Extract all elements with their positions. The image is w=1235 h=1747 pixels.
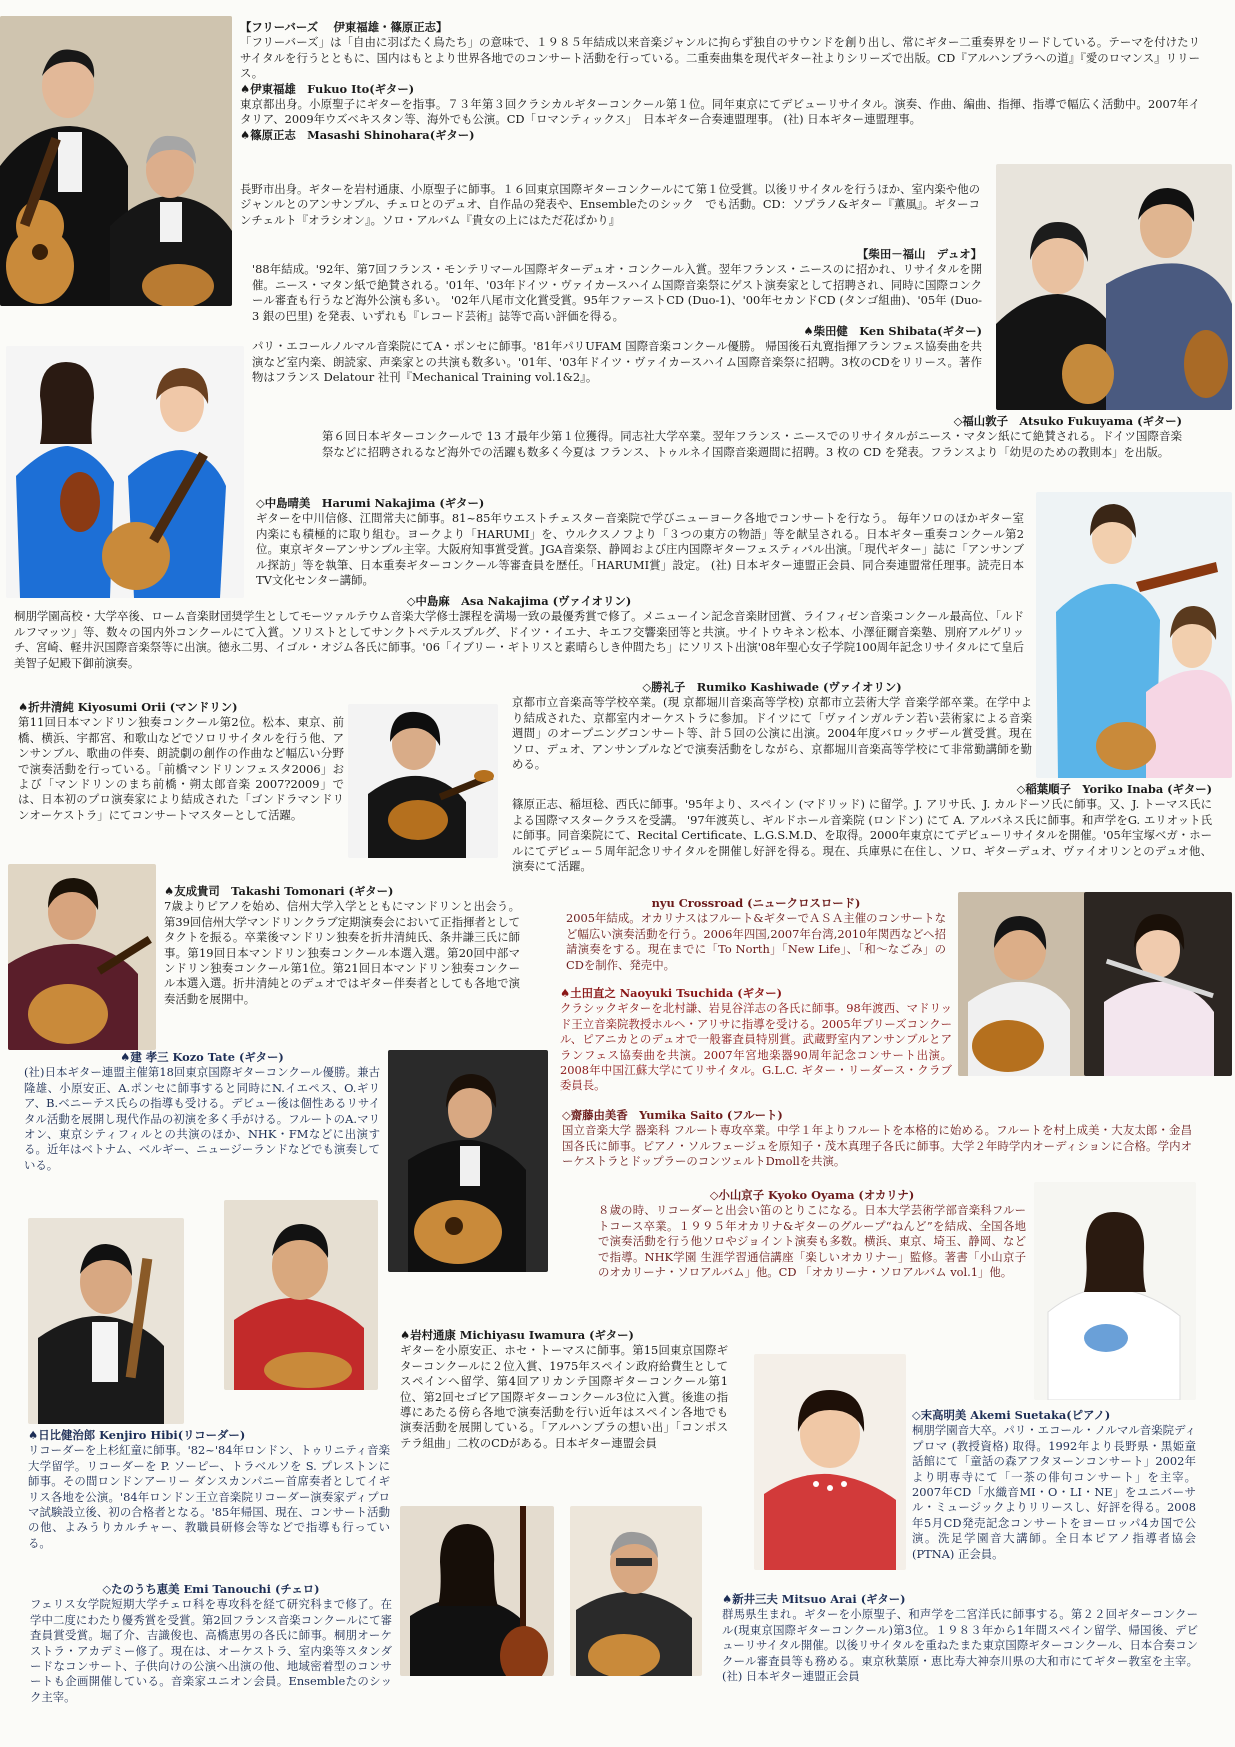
tate-photo bbox=[388, 1050, 548, 1272]
bio-tanouchi bbox=[30, 1582, 392, 1705]
bio-freebirds bbox=[240, 20, 1200, 143]
bio-text: 7歳よりピアノを始め、信州大学入学とともにマンドリンと出会う。第39回信州大学マンドリンクラブ定期演奏会において正指揮者としてタクトを振る。卒業後マンドリン独奏を折井清純氏、条井謙三氏に師事。第19回日本マンドリン独奏コンクール本選入選。第20回中部マンドリン独奏コンクール第1位。第21回日本マンドリン独奏コンクール本選入選。折井清純とのデュオではギター伴奏者としても各地で演奏活動を展開中。 bbox=[164, 899, 520, 1006]
tsuchida-photo bbox=[958, 892, 1086, 1076]
bio-shibata-fukuyama bbox=[252, 247, 982, 386]
bio-name: ◇稲葉順子 Yoriko Inaba (ギター) bbox=[1016, 782, 1212, 796]
hibi-photo bbox=[28, 1218, 184, 1424]
bio-text: 国立音楽大学 器楽科 フルート専攻卒業。中学１年よりフルートを本格的に始める。フルートを村上成美・大友太郎・金昌国各氏に師事。ピアノ・ソルフェージュを原知子・茂木真理子各氏に師事。大学２年時学内オーディションに合格。学内オーケストラとドップラーのコンツェルトDmollを共演。 bbox=[562, 1123, 1192, 1169]
saito-photo bbox=[1084, 892, 1232, 1076]
bio-tate bbox=[24, 1050, 380, 1173]
bio-name: ♠建 孝三 Kozo Tate (ギター) bbox=[120, 1050, 284, 1064]
bio-crossroad bbox=[566, 896, 946, 973]
bio-tomonari bbox=[164, 884, 520, 1007]
bio-text: ギターを小原安正、ホセ・トーマスに師事。第15回東京国際ギターコンクールに２位入賞、1975年スペイン政府給費生としてスペインへ留学、第4回アリカンテ国際ギターコンクール第1位、第2回セゴビア国際ギターコンクール3位に入賞。後進の指導にあたる傍ら各地で演奏活動を行い近年はスペイン各地でも演奏活動を展開している。「アルハンブラの想い出」「コンポステラ組曲」二枚のCDがある。日本ギター連盟会員 bbox=[400, 1343, 728, 1450]
bio-name: ◇齋藤由美香 Yumika Saito (フルート) bbox=[562, 1108, 783, 1122]
bio-fukuyama bbox=[322, 414, 1182, 460]
bio-orii bbox=[18, 700, 344, 823]
bio-name: ◇小山京子 Kyoko Oyama (オカリナ) bbox=[709, 1188, 915, 1202]
bio-text: ８歳の時、リコーダーと出会い笛のとりこになる。日本大学芸術学部音楽科フルートコース卒業。１９９５年オカリナ&ギターのグループ“ねんど”を結成、全国各地で演奏活動を行う他ソロやジョイント演奏も多数。横浜、東京、埼玉、静岡、などで指導。NHK学園 生涯学習通信講座「楽しいオカリナー」監修。著書「小山京子のオカリーナ・ソロアルバム」他。CD 「オカリーナ・ソロアルバム vol.1」他。 bbox=[598, 1203, 1026, 1280]
bio-name: ◇中島晴美 Harumi Nakajima (ギター) bbox=[256, 496, 485, 510]
bio-asa bbox=[14, 594, 1024, 671]
bio-text: 桐朋学園音大卒。パリ・エコール・ノルマル音楽院ディプロマ (教授資格) 取得。1992年より長野県・黒姫童話館にて「童話の森アフタヌーンコンサート」2002年より明専寺にて「一茶の俳句コンサート」を主宰。2007年CD「水織音MI・O・LI・NE」をユニバーサル・ミュージックよりリリースし、好評を得る。2008年5月CD発売記念コンサートをヨーロッパ4カ国で公演。洗足学園音大講師。全日本ピアノ指導者協会(PTNA) 正会員。 bbox=[912, 1423, 1196, 1561]
bio-name: ◇末高明美 Akemi Suetaka(ピアノ) bbox=[912, 1408, 1111, 1422]
tanouchi-photo bbox=[400, 1506, 554, 1676]
arai-photo bbox=[570, 1506, 702, 1676]
bio-text: 京都市立音楽高等学校卒業。(現 京都堀川音楽高等学校) 京都市立芸術大学 音楽学部卒業。在学中より結成された、京都室内オーケストラに参加。ドイツにて「ヴァインガルテン若い芸術家による音楽週間」のオープニングコンサート等、計５回の公演に出演。2004年度バロックザール賞受賞。現在 ソロ、デュオ、アンサンブルなどで演奏活動をしながら、京都堀川音楽高等学校にて非常勤講師を勤める。 bbox=[512, 695, 1032, 772]
bio-text: (社)日本ギター連盟主催第18回東京国際ギターコンクール優勝。兼古隆雄、小原安正、A.ポンセに師事すると同時にN.イエペス、O.ギリア、B.ベニーテス氏らの指導も受ける。デビュー後は個性あるリサイタル活動を展開し現代作品の初演を多く手がける。フルートのA.マリオン、東京シティフィルとの共演のほか、NHK・FMなどに出演する。近年はベトナム、ベルギー、ニュージーランドなどでも演奏している。 bbox=[24, 1065, 380, 1172]
bio-oyama bbox=[598, 1188, 1026, 1280]
bio-text: 篠原正志、稲垣稔、西氏に師事。'95年より、スペイン (マドリッド) に留学。J. アリサ氏、J. カルドーソ氏に師事。又、J. トーマス氏による国際マスタークラスを受講。 '97年渡英し、ギルドホール音楽院 (ロンドン) にて A. アルバネス氏に師事。和声学をG. エリオット氏に師事。同音楽院にて、Recital Certificate、L.G.S.M.D、を取得。2000年東京にてデビューリサイタルを開催。'05年宝塚ベガ・ホールにてデビュー５周年記念リサイタルを開催し好評を得る。現在、兵庫県に在住し、ソロ、ギターデュオ、ヴァイオリンとのデュオ他、演奏にて活躍。 bbox=[512, 797, 1212, 874]
bio-name-ito: ♠伊東福雄 Fukuo Ito(ギター) bbox=[240, 81, 415, 96]
bio-text: フェリス女学院短期大学チェロ科を専攻科を経て研究科まで修了。在学中二度にわたり優秀賞を受賞。第2回フランス音楽コンクールにて審査員賞受賞。堀了介、吉識俊也、高橋恵男の各氏に師事。桐朋オーケストラ・アカデミー修了。現在は、オーケストラ、室内楽等スタンダードなコンサート、子供向けの公演へ出演の他、地域密着型のコンサートも企画開催している。音楽家ユニオン会員。Ensembleたのシック主宰。 bbox=[30, 1597, 392, 1704]
bio-name: ◇勝礼子 Rumiko Kashiwade (ヴァイオリン) bbox=[642, 680, 902, 694]
bio-name: ♠岩村通康 Michiyasu Iwamura (ギター) bbox=[400, 1328, 634, 1342]
bio-hibi bbox=[28, 1428, 390, 1551]
bio-name-shinohara: ♠篠原正志 Masashi Shinohara(ギター) bbox=[240, 127, 475, 142]
bio-tsuchida bbox=[560, 986, 952, 1094]
bio-name-shibata: ♠柴田健 Ken Shibata(ギター) bbox=[803, 324, 982, 339]
bio-text-fukuyama: 第６回日本ギターコンクールで 13 才最年少第１位獲得。同志社大学卒業。翌年フランス・ニースでのリサイタルがニース・マタン紙にて絶賛される。ドイツ国際音楽祭などに招聘されるなど海外での活躍も数多く今夏は フランス、トゥルネイ国際音楽週間に招聘。3 枚の CD を発表。フランスより「幼児のための教則本」を出版。 bbox=[322, 429, 1182, 459]
bio-text: 群馬県生まれ。ギターを小原聖子、和声学を二宮洋氏に師事する。第２２回ギターコンクール(現東京国際ギターコンクール)第3位。１９８３年から1年間スペイン留学、帰国後、デビューリサイタル開催。以後リサイタルを重ねたまた東京国際ギターコンクール、日本合奏コンクール審査員等も務める。東京秋葉原・恵比寿大神奈川県の大和市にてギター教室を主宰。 (社) 日本ギター連盟正会員 bbox=[722, 1607, 1198, 1684]
bio-text-shinohara: 長野市出身。ギターを岩村通康、小原聖子に師事。１６回東京国際ギターコンクールにて第１位受賞。以後リサイタルを行うほか、室内楽や他のジャンルとのアンサンブル、チェロとのデュオ、自作品の発表や、Ensembleたのシック でも活動。CD：ソプラノ&ギター『薫風』。ギターコンチェルト『オラシオン』。ソロ・アルバム『貴女の上にはただ花ばかり』 bbox=[240, 182, 980, 227]
bio-text: クラシックギターを北村謙、岩見谷洋志の各氏に師事。98年渡西、マドリッド王立音楽院教授ホルヘ・アリサに指導を受ける。2005年ブリーズコンクール、ピアニカとのデュオで一般審査員特別賞。武蔵野室内アンサンブルとアランフェス協奏曲を共演。2007年宮地楽器90周年記念コンサート出演。2008年中国江蘇大学にてリサイタル。G.L.C. ギター・リーダース・クラブ委員長。 bbox=[560, 1001, 952, 1093]
bio-text: '88年結成。'92年、第7回フランス・モンテリマール国際ギターデュオ・コンクール入賞。翌年フランス・ニースのに招かれ、リサイタルを開催。ニース・マタン紙で絶賛される。'01年、'03年ドイツ・ヴァイカースハイム国際音楽祭にゲスト演奏家として招聘され、同時に国際コンクール審査も行うなど海外公演も多い。 '02年八尾市文化賞受賞。95年ファーストCD (Duo-1)、'00年セカンドCD (タンゴ組曲)、'05年 (Duo-3 銀の巴里) を発表、いずれも『レコード芸術』誌等で高い評価を得る。 bbox=[252, 262, 982, 323]
orii-photo bbox=[348, 704, 498, 858]
bio-text: ギターを中川信修、江間常夫に師事。81~85年ウエストチェスター音楽院で学びニューヨーク各地でコンサートを行なう。 毎年ソロのほかギター室内楽にも積極的に取り組む。ヨークより「HARUMI」を、ウルクスノフより「３つの東方の物語」等を献呈される。日本ギター重奏コンクール第2位。東京ギターアンサンブル主宰。大阪府知事賞受賞。JGA音楽祭、静岡および庄内国際ギターフェスティバル出演。「現代ギター」誌に「アンサンブル探訪」等を執筆、日本重奏ギターコンクール等審査員を歴任。「HARUMI賞」設定。 (社) 日本ギター連盟正会員、同合奏連盟常任理事。読売日本TV文化センター講師。 bbox=[256, 511, 1024, 588]
bio-name: nyu Crossroad (ニュークロスロード) bbox=[651, 896, 861, 910]
bio-name: ♠友成貴司 Takashi Tomonari (ギター) bbox=[164, 884, 394, 898]
bio-name: ♠折井清純 Kiyosumi Orii (マンドリン) bbox=[18, 700, 238, 714]
shibata-fukuyama-photo bbox=[996, 164, 1232, 410]
bio-text: 「フリーバーズ」は「自由に羽ばたく鳥たち」の意味で、１９８５年結成以来音楽ジャンルに拘らず独自のサウンドを創り出し、常にギター二重奏界をリードしている。テーマを付けたリサイタルを行うとともに、国内はもとより世界各地でのコンサート活動を行っている。二重奏曲集を現代ギター社よりシリーズで出版。CD『アルハンブラへの道』『愛のロマンス』リリース。 bbox=[240, 35, 1200, 81]
bio-name: ♠日比健治郎 Kenjiro Hibi(リコーダー) bbox=[28, 1428, 246, 1442]
bio-suetaka bbox=[912, 1408, 1196, 1562]
bio-harumi bbox=[256, 496, 1024, 588]
bio-kashiwade bbox=[512, 680, 1032, 772]
freebirds-photo bbox=[0, 16, 232, 306]
bio-text: リコーダーを上杉紅童に師事。'82~'84年ロンドン、トゥリニティ音楽大学留学。リコーダーを P. ソーピー、トラベルソを S. プレストンに師事。その間ロンドンアーリー ダンスカンパニー首席奏者としてイギリス各地を公演。'84年ロンドン王立音楽院リコーダー演奏家ディプロマ試験設立後、初の合格者となる。'85年帰国、現在、コンサート活動の他、よみうりカルチャー、教職員研修会等などで指導も行っている。 bbox=[28, 1443, 390, 1550]
red-shirt-man-photo bbox=[224, 1200, 378, 1390]
bio-name: ♠土田直之 Naoyuki Tsuchida (ギター) bbox=[560, 986, 783, 1000]
bio-heading: 【フリーバーズ 伊東福雄・篠原正志】 bbox=[240, 20, 448, 34]
bio-name: ◇中島麻 Asa Nakajima (ヴァイオリン) bbox=[406, 594, 632, 608]
bio-text: 桐朋学園高校・大学卒後、ローム音楽財団奨学生としてモーツァルテウム音楽大学修士課程を満場一致の最優秀賞で修了。メニューイン記念音楽財団賞、ライフィゼン音楽コンクール最高位、「ルドルフマッツ」等、数々の国内外コンクールにて入賞。ソリストとしてサンクトペテルスブルグ、ドイツ・イエナ、キエフ交響楽団等と共演。サイトウキネン松本、小澤征爾音楽塾、別府アルゲリッチ、宮崎、軽井沢国際音楽祭等に出演。徳永二男、イゴル・オジム各氏に師事。'06「イブリー・ギトリスと素晴らしき仲間たち」にソリスト出演'08年聖心女子学院100周年記念リサイタルにて皇后美智子妃殿下御前演奏。 bbox=[14, 609, 1024, 670]
bio-name-fukuyama: ◇福山敦子 Atsuko Fukuyama (ギター) bbox=[953, 414, 1182, 428]
bio-name: ♠新井三夫 Mitsuo Arai (ギター) bbox=[722, 1592, 906, 1606]
bio-iwamura bbox=[400, 1328, 728, 1451]
bio-shinohara bbox=[240, 182, 980, 228]
bio-arai bbox=[722, 1592, 1198, 1684]
bio-name: ◇たのうち恵美 Emi Tanouchi (チェロ) bbox=[102, 1582, 320, 1596]
bio-heading: 【柴田－福山 デュオ】 bbox=[857, 247, 982, 261]
harumi-asa-photo bbox=[1036, 492, 1232, 778]
bio-text-shibata: パリ・エコールノルマル音楽院にてA・ポンセに師事。'81年パリUFAM 国際音楽コンクール優勝。 帰国後石丸寛指揮アランフェス協奏曲を共演など室内楽、朗読家、声楽家との共演も数多い。'01年、'03年ドイツ・ヴァイカースハイム国際音楽祭に招聘。3枚のCDをリリース。著作物はフランス Delatour 社刊『Mechanical Training vol.1&2』。 bbox=[252, 339, 982, 385]
nakajima-duo-photo bbox=[6, 346, 244, 598]
bio-text-ito: 東京都出身。小原聖子にギターを指事。７３年第３回クラシカルギターコンクール第１位。同年東京にてデビューリサイタル。演奏、作曲、編曲、指揮、指導で幅広く活動中。2007年イタリア、2009年ウズベキスタン等、海外でも公演。CD「ロマンティックス」 日本ギター合奏連盟理事。 (社) 日本ギター連盟理事。 bbox=[240, 97, 1200, 127]
bio-inaba bbox=[512, 782, 1212, 874]
tomonari-photo bbox=[8, 864, 156, 1050]
suetaka-photo bbox=[754, 1354, 906, 1570]
bio-text: 第11回日本マンドリン独奏コンクール第2位。松本、東京、前橋、横浜、宇都宮、和歌山などでソロリサイタルを行う他、アンサンブル、歌曲の伴奏、朗読劇の創作の作曲など幅広い分野で演奏活動を行っている。「前橋マンドリンフェスタ2006」および「マンドリンのまち前橋・朔太郎音楽 2007?2009」では、日本初のプロ演奏家により結成された「ゴンドラマンドリンオーケストラ」にてコンサートマスターとして活躍。 bbox=[18, 715, 344, 822]
bio-saito bbox=[562, 1108, 1192, 1170]
bio-text: 2005年結成。オカリナスはフルート&ギターでＡＳＡ主催のコンサートなど幅広い演奏活動を行う。2006年四国,2007年台湾,2010年関西などへ招請演奏をする。現在までに「To North」「New Life」、「和～なごみ」のCDを制作、発売中。 bbox=[566, 911, 946, 972]
oyama-photo bbox=[1034, 1182, 1196, 1400]
